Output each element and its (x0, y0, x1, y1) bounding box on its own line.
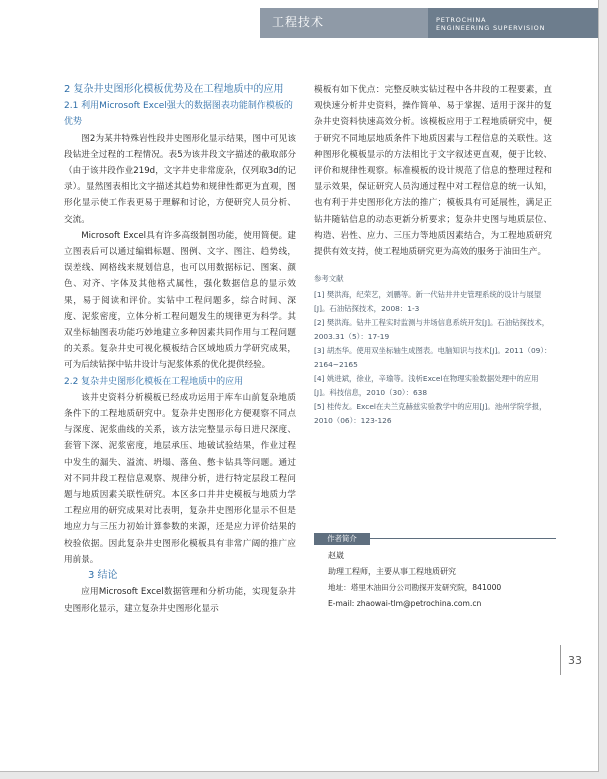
subsection-heading-2-1: 2.1 利用Microsoft Excel强大的数据图表功能制作模板的优势 (64, 101, 293, 128)
section-title: 工程技术 (272, 15, 325, 29)
author-name: 赵崴 (328, 551, 344, 560)
paragraph: 模板有如下优点：完整反映实钻过程中各井段的工程要素，直观快速分析井史资料，操作简单、易于掌握、适用于深井的复杂井史资料快速高效分析。该模板应用于工程地质研究中，便于研究不同地层地质条件下地质因素与工程信息的关联性。这种图形化模板显示的方法相比于文字叙述更直观，便于比较、评价和规律性观察。标准模板的设计规范了信息的整理过程和显示效果，保证研究人员沟通过程中对工程信息的统一认知，也有利于井史图形化方法的推广；模板具有可延展性，满足正钻井随钻信息的动态更新分析要求；复杂井史图与地质层位、构造、岩性、应力、三压力等地质因素结合，为工程地质研究提供有效支持，使工程地质研究更为高效的服务于油田生产。 (314, 85, 552, 258)
paragraph: 该井史资料分析模板已经成功运用于库车山前复杂地质条件下的工程地质研究中。复杂井史图形化方便观察不同点与深度、泥浆曲线的关系，该方法完整显示每日进尺深度、套管下深、泥浆密度，地层承压、地破试验结果，作业过程中发生的漏失、溢流、坍塌、落鱼、憋卡钻具等问题。通过对不同井段工程信息观察、规律分析，进行特定层段工程问题与地质因素关联性研究。本区多口井井史模板与地质力学工程应用的研究成果对比表明，复杂井史图形化显示不但是地应力与三压力初始计算参数的来源，还是应力评价结果的校验依据。因此复杂井史图形化模板具有非常广阔的推广应用前景。 (64, 392, 296, 565)
author-bio-tab: 作者简介 (314, 533, 370, 545)
paragraph: 图2为某井特殊岩性段井史图形化显示结果，图中可见该段钻进全过程的工程情况。表5为该井段文字描述的截取部分（由于该井段作业219d，文字井史非常庞杂，仅列取3d的记录）。显然图表相比文字描述其趋势和规律性都更为直观，图形化显示使工作表更易于理解和讨论，方便研究人员分析、交流。 (64, 133, 296, 225)
header-blank (0, 0, 250, 38)
author-address: 地址：塔里木油田分公司勘探开发研究院，841000 (328, 583, 502, 592)
page-number-rule (560, 645, 561, 675)
author-bio (328, 548, 501, 612)
references (314, 272, 552, 428)
subsection-heading-2-2: 2.2 复杂井史图形化模板在工程地质中的应用 (64, 376, 244, 387)
reference-item: [5] 桂传友。Excel在夫兰克赫兹实验教学中的应用[J]。池州学院学报，2010（06）：123-126 (314, 402, 547, 426)
reference-item: [3] 胡杰华。使用双坐标轴生成图表。电脑知识与技术[J]。2011（09）：2164~2165 (314, 346, 552, 370)
references-title: 参考文献 (314, 274, 344, 284)
section-heading-3: 3 结论 (88, 570, 118, 582)
reference-item: [1] 樊洪海，纪荣艺，刘鹏等。新一代钻井井史管理系统的设计与展望[J]。石油钻探技术，2008：1-3 (314, 290, 542, 314)
reference-item: [4] 姚进斌，徐业，辛瑜等。浅析Excel在物理实验数据处理中的应用[J]。科技信息，2010（30）：638 (314, 374, 539, 398)
paragraph: 应用Microsoft Excel数据管理和分析功能，实现复杂井史图形化显示，建立复杂井史图形化显示 (64, 587, 296, 614)
left-column (64, 82, 296, 617)
header-separator (250, 8, 260, 38)
author-email: E-mail: zhaowai-tlm@petrochina.com.cn (328, 599, 482, 608)
section-heading-2: 2 复杂井史图形化模板优势及在工程地质中的应用 (64, 84, 284, 95)
paragraph: Microsoft Excel具有许多高级制图功能，使用简便。建立图表后可以通过编辑标题、图例、文字、图注、趋势线，误差线、网格线来规划信息，也可以用数据标记、图案、颜色、对齐、字体及其他格式属性，强化数据信息的显示效果，易于阅读和评价。实钻中工程问题多，综合时间、深度、泥浆密度，立体分析工程问题发生的规律更为科学。其双坐标轴图表功能巧妙地建立多种因素共同作用与工程问题的关系。复杂井史可视化模板结合区域地质力学研究成果，可为后续钻探中钻井设计与泥浆体系的优化提供经验。 (64, 230, 296, 371)
brand-line-2: ENGINEERING SUPERVISION (436, 24, 546, 32)
brand-bar (428, 8, 598, 38)
reference-item: [2] 樊洪海。钻井工程实时监测与井场信息系统开发[J]。石油钻探技术，2003.31（5）：17-19 (314, 318, 550, 342)
right-column (314, 82, 552, 428)
author-title: 助理工程师，主要从事工程地质研究 (328, 567, 456, 576)
page-number: 33 (568, 654, 582, 667)
author-bio-rule (370, 538, 556, 539)
brand-line-1: PETROCHINA (436, 16, 487, 24)
